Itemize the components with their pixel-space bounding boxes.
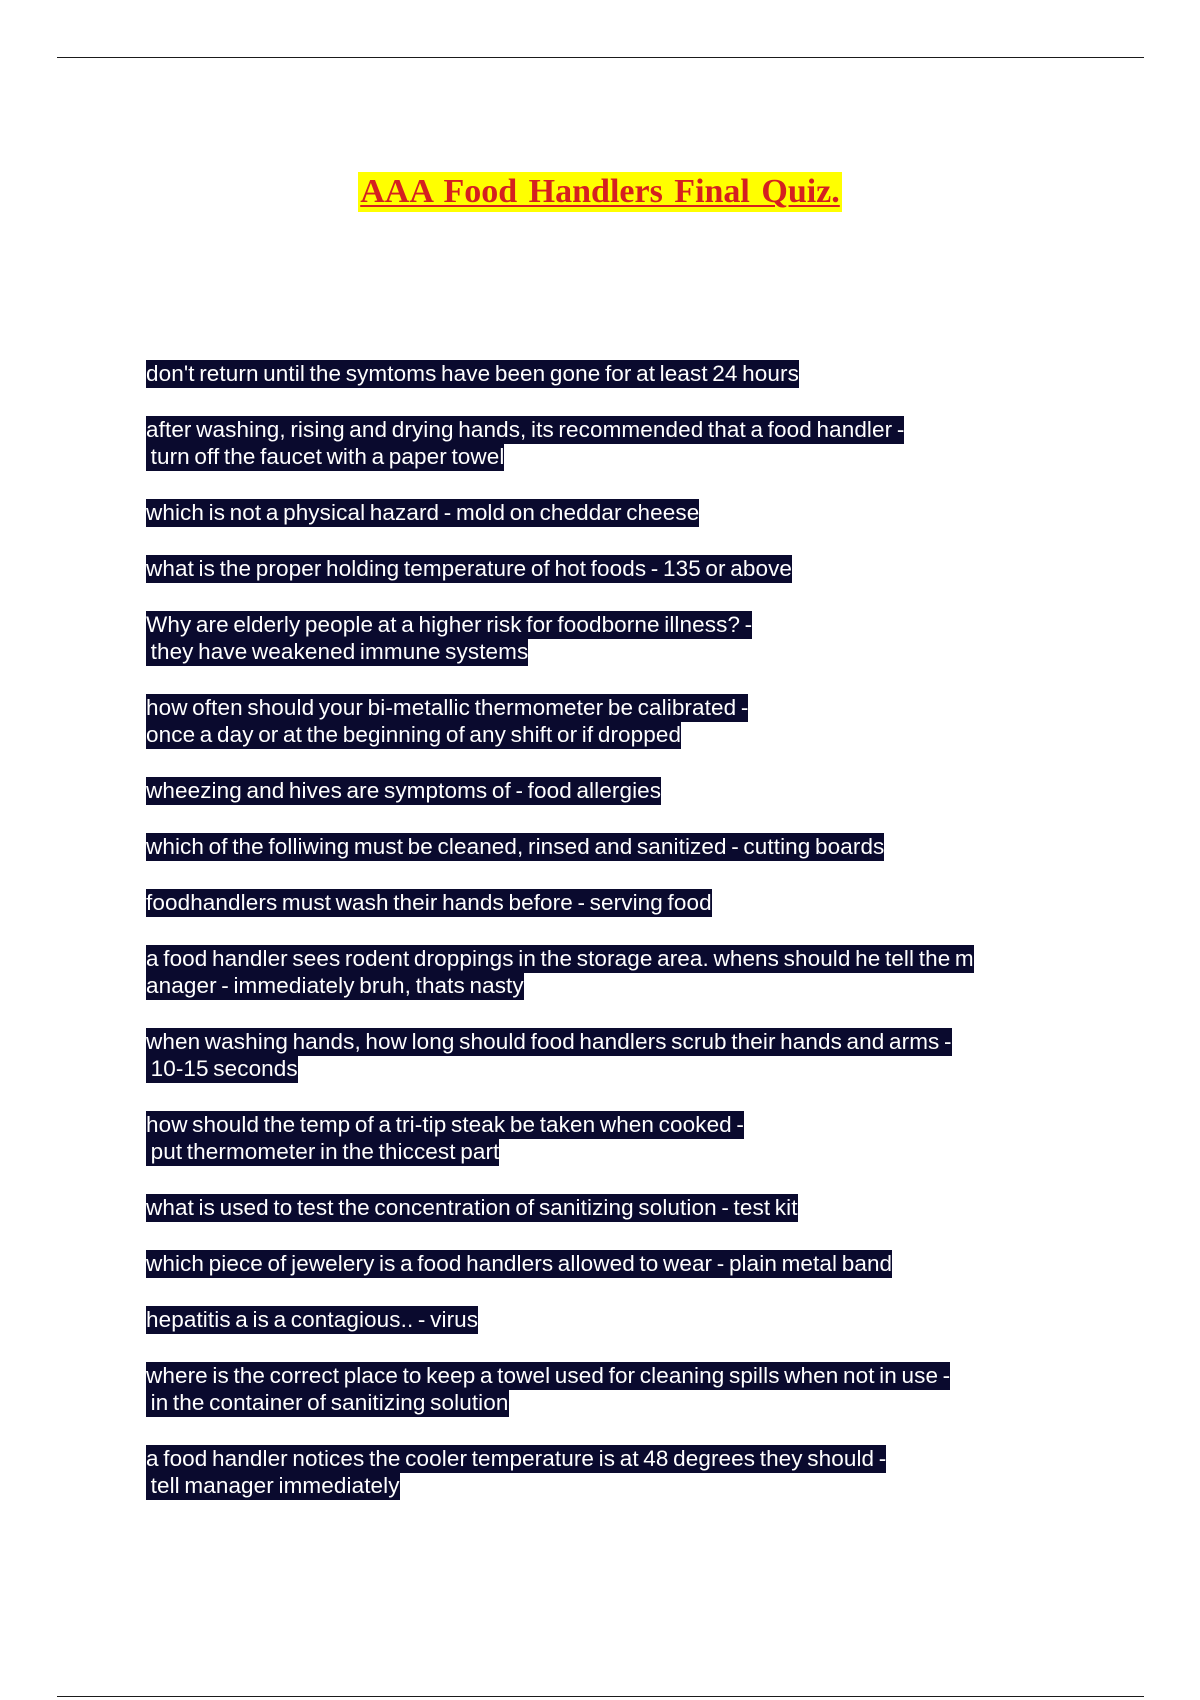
quiz-item <box>146 555 1076 582</box>
quiz-item <box>146 889 1076 916</box>
quiz-item <box>146 360 1076 387</box>
quiz-item-text: foodhandlers must wash their hands before - serving food <box>146 890 712 915</box>
quiz-item-text: don't return until the symtoms have been gone for at least 24 hours <box>146 361 799 386</box>
title-container <box>0 172 1200 212</box>
document-title: AAA Food Handlers Final Quiz. <box>360 173 840 210</box>
quiz-item-text: wheezing and hives are symptoms of - food allergies <box>146 778 662 803</box>
quiz-item-text: Why are elderly people at a higher risk for foodborne illness? - they have weakened immune systems <box>146 612 753 664</box>
quiz-item-text: hepatitis a is a contagious.. - virus <box>146 1307 479 1332</box>
quiz-item-text: what is used to test the concentration of sanitizing solution - test kit <box>146 1195 798 1220</box>
quiz-item <box>146 1250 1076 1277</box>
quiz-item-text: after washing, rising and drying hands, its recommended that a food handler - turn off the faucet with a paper towel <box>146 417 905 469</box>
quiz-item-text: a food handler notices the cooler temperature is at 48 degrees they should - tell manager immediately <box>146 1446 887 1498</box>
quiz-item-text: which is not a physical hazard - mold on cheddar cheese <box>146 500 700 525</box>
quiz-item-text: how often should your bi-metallic thermometer be calibrated - once a day or at the beginning of any shift or if dropped <box>146 695 749 747</box>
quiz-item-text: what is the proper holding temperature of hot foods - 135 or above <box>146 556 793 581</box>
quiz-item <box>146 945 1076 999</box>
quiz-item <box>146 1362 1076 1416</box>
quiz-item-text: which piece of jewelery is a food handlers allowed to wear - plain metal band <box>146 1251 893 1276</box>
quiz-item <box>146 1445 1076 1499</box>
quiz-item-text: how should the temp of a tri-tip steak be taken when cooked - put thermometer in the thiccest part <box>146 1112 744 1164</box>
quiz-item <box>146 1028 1076 1082</box>
quiz-item <box>146 1194 1076 1221</box>
quiz-item-text: where is the correct place to keep a towel used for cleaning spills when not in use - in the container of sanitizing solution <box>146 1363 951 1415</box>
quiz-item-text: which of the folliwing must be cleaned, rinsed and sanitized - cutting boards <box>146 834 885 859</box>
quiz-item <box>146 1111 1076 1165</box>
quiz-item <box>146 416 1076 470</box>
quiz-item <box>146 611 1076 665</box>
quiz-item-text: when washing hands, how long should food handlers scrub their hands and arms - 10-15 seconds <box>146 1029 952 1081</box>
quiz-item <box>146 694 1076 748</box>
bottom-rule <box>57 1696 1144 1697</box>
quiz-item <box>146 833 1076 860</box>
quiz-item-text: a food handler sees rodent droppings in the storage area. whens should he tell the m anager - immediately bruh, thats nasty <box>146 946 974 998</box>
quiz-item <box>146 499 1076 526</box>
quiz-question-list <box>146 360 1076 1528</box>
quiz-item <box>146 1306 1076 1333</box>
top-rule <box>57 57 1144 58</box>
quiz-item <box>146 777 1076 804</box>
